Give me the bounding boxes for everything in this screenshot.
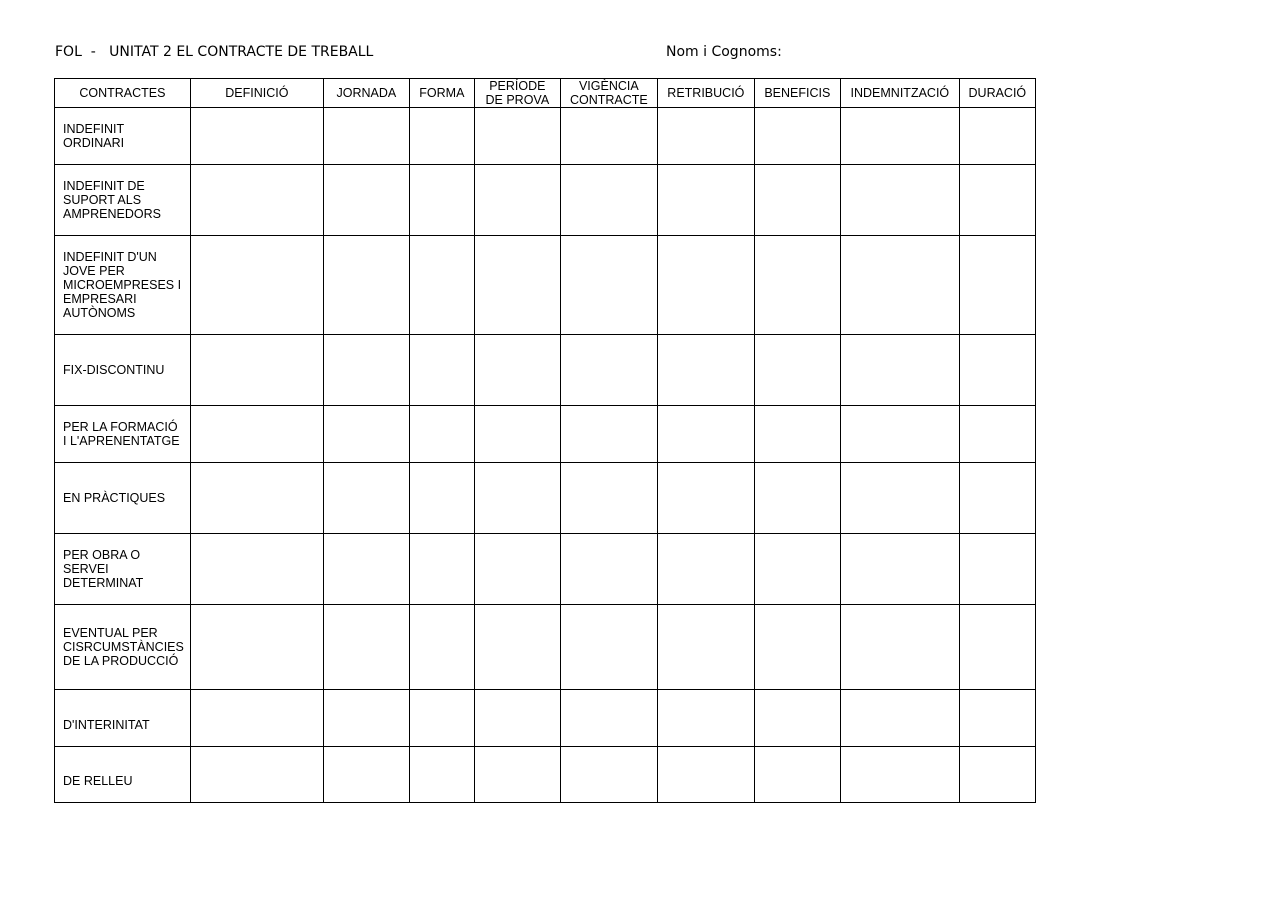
table-cell xyxy=(323,165,409,236)
table-cell xyxy=(657,534,754,605)
name-field-label: Nom i Cognoms: xyxy=(666,44,782,60)
table-row xyxy=(55,534,1036,605)
column-header-periode-de-prova: PERÍODE DE PROVA xyxy=(474,79,560,108)
table-row xyxy=(55,605,1036,690)
column-header-retribucio: RETRIBUCIÓ xyxy=(657,79,754,108)
table-cell xyxy=(560,406,657,463)
table-cell xyxy=(754,406,840,463)
table-cell xyxy=(409,747,474,803)
row-label-formacio-aprenentatge: PER LA FORMACIÓ I L'APRENENTATGE xyxy=(55,406,191,463)
table-cell xyxy=(323,534,409,605)
table-cell xyxy=(323,108,409,165)
column-header-contractes: CONTRACTES xyxy=(55,79,191,108)
table-cell xyxy=(474,747,560,803)
table-row xyxy=(55,108,1036,165)
table-cell xyxy=(190,108,323,165)
row-label-indefinit-suport-emprenedors: INDEFINIT DE SUPORT ALS AMPRENEDORS xyxy=(55,165,191,236)
table-cell xyxy=(409,534,474,605)
table-cell xyxy=(840,690,959,747)
table-cell xyxy=(840,747,959,803)
table-cell xyxy=(560,165,657,236)
table-cell xyxy=(754,335,840,406)
table-cell xyxy=(409,463,474,534)
table-cell xyxy=(323,747,409,803)
column-header-forma: FORMA xyxy=(409,79,474,108)
table-cell xyxy=(657,165,754,236)
table-cell xyxy=(657,236,754,335)
table-cell xyxy=(754,534,840,605)
table-cell xyxy=(754,690,840,747)
table-cell xyxy=(754,747,840,803)
table-cell xyxy=(190,605,323,690)
row-label-en-practiques: EN PRÀCTIQUES xyxy=(55,463,191,534)
row-label-fix-discontinu: FIX-DISCONTINU xyxy=(55,335,191,406)
table-cell xyxy=(474,406,560,463)
table-cell xyxy=(657,690,754,747)
row-label-indefinit-ordinari: INDEFINIT ORDINARI xyxy=(55,108,191,165)
row-label-indefinit-jove-microempreses: INDEFINIT D'UN JOVE PER MICROEMPRESES I EMPRESARI AUTÒNOMS xyxy=(55,236,191,335)
table-cell xyxy=(754,108,840,165)
table-cell xyxy=(190,165,323,236)
table-cell xyxy=(959,236,1035,335)
table-row xyxy=(55,406,1036,463)
table-cell xyxy=(409,605,474,690)
table-cell xyxy=(474,605,560,690)
table-cell xyxy=(560,236,657,335)
table-cell xyxy=(754,236,840,335)
table-cell xyxy=(754,165,840,236)
table-cell xyxy=(657,335,754,406)
table-cell xyxy=(409,236,474,335)
table-cell xyxy=(190,335,323,406)
column-header-beneficis: BENEFICIS xyxy=(754,79,840,108)
table-cell xyxy=(959,406,1035,463)
row-label-interinitat: D'INTERINITAT xyxy=(55,690,191,747)
table-cell xyxy=(754,605,840,690)
contracts-table xyxy=(54,78,1036,803)
table-cell xyxy=(657,747,754,803)
table-cell xyxy=(474,236,560,335)
table-cell xyxy=(474,690,560,747)
table-cell xyxy=(959,463,1035,534)
table-cell xyxy=(190,463,323,534)
table-row xyxy=(55,690,1036,747)
column-header-definicio: DEFINICIÓ xyxy=(190,79,323,108)
table-cell xyxy=(323,463,409,534)
table-cell xyxy=(657,406,754,463)
table-cell xyxy=(190,690,323,747)
table-cell xyxy=(409,406,474,463)
page-title: FOL - UNITAT 2 EL CONTRACTE DE TREBALL xyxy=(55,44,374,60)
table-cell xyxy=(959,690,1035,747)
table-cell xyxy=(840,463,959,534)
column-header-vigencia-contracte: VIGÈNCIA CONTRACTE xyxy=(560,79,657,108)
table-cell xyxy=(657,108,754,165)
table-cell xyxy=(474,165,560,236)
table-cell xyxy=(474,463,560,534)
table-cell xyxy=(840,605,959,690)
row-label-obra-servei-determinat: PER OBRA O SERVEI DETERMINAT xyxy=(55,534,191,605)
table-cell xyxy=(474,335,560,406)
table-cell xyxy=(409,690,474,747)
table-cell xyxy=(323,690,409,747)
table-cell xyxy=(560,605,657,690)
table-row xyxy=(55,236,1036,335)
table-cell xyxy=(323,605,409,690)
table-cell xyxy=(657,463,754,534)
table-row xyxy=(55,165,1036,236)
table-cell xyxy=(657,605,754,690)
table-cell xyxy=(959,108,1035,165)
table-row xyxy=(55,335,1036,406)
table-cell xyxy=(474,108,560,165)
column-header-jornada: JORNADA xyxy=(323,79,409,108)
table-cell xyxy=(190,534,323,605)
table-cell xyxy=(409,165,474,236)
table-cell xyxy=(409,108,474,165)
table-cell xyxy=(560,690,657,747)
table-cell xyxy=(190,747,323,803)
table-cell xyxy=(840,236,959,335)
table-cell xyxy=(560,463,657,534)
table-cell xyxy=(323,406,409,463)
table-cell xyxy=(959,605,1035,690)
table-cell xyxy=(840,335,959,406)
table-cell xyxy=(959,335,1035,406)
table-cell xyxy=(840,406,959,463)
table-cell xyxy=(560,108,657,165)
row-label-relleu: DE RELLEU xyxy=(55,747,191,803)
table-cell xyxy=(754,463,840,534)
table-row xyxy=(55,463,1036,534)
table-cell xyxy=(190,406,323,463)
table-cell xyxy=(959,747,1035,803)
table-cell xyxy=(959,165,1035,236)
table-cell xyxy=(323,236,409,335)
table-cell xyxy=(959,534,1035,605)
table-cell xyxy=(323,335,409,406)
column-header-indemnitzacio: INDEMNITZACIÓ xyxy=(840,79,959,108)
table-cell xyxy=(474,534,560,605)
table-cell xyxy=(560,747,657,803)
table-cell xyxy=(190,236,323,335)
table-cell xyxy=(840,108,959,165)
row-label-eventual-circumstancies-produccio: EVENTUAL PER CISRCUMSTÀNCIES DE LA PRODUCCIÓ xyxy=(55,605,191,690)
table-cell xyxy=(560,335,657,406)
table-header-row xyxy=(55,79,1036,108)
column-header-duracio: DURACIÓ xyxy=(959,79,1035,108)
table-cell xyxy=(840,165,959,236)
table-cell xyxy=(409,335,474,406)
table-cell xyxy=(560,534,657,605)
table-row xyxy=(55,747,1036,803)
table-cell xyxy=(840,534,959,605)
